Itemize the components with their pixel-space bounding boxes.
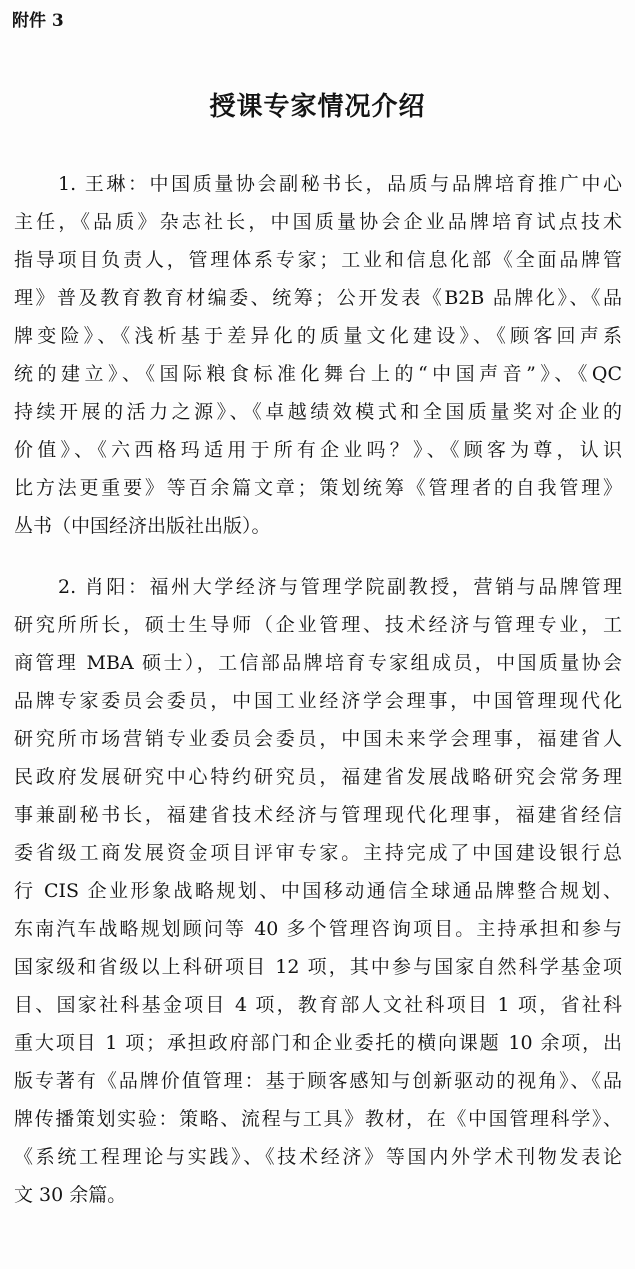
paragraph-line: 《系统工程理论与实践》、《技术经济》等国内外学术刊物发表论 [14,1146,622,1168]
paragraph-line: 目、国家社科基金项目 4 项，教育部人文社科项目 1 项，省社科 [14,994,622,1016]
paragraph-line: 牌变险》、《浅析基于差异化的质量文化建设》、《顾客回声系 [14,325,622,347]
paragraph-line: 研究所市场营销专业委员会委员，中国未来学会理事，福建省人 [14,728,622,750]
paragraph-line: 民政府发展研究中心特约研究员，福建省发展战略研究会常务理 [14,766,622,788]
paragraph-line: 重大项目 1 项；承担政府部门和企业委托的横向课题 10 余项，出 [14,1032,622,1054]
paragraph-line: 价值》、《六西格玛适用于所有企业吗？》、《顾客为尊，认识 [14,439,622,461]
paragraph-line: 文 30 余篇。 [14,1184,127,1206]
paragraph-line: 牌传播策划实验：策略、流程与工具》教材，在《中国管理科学》、 [14,1108,622,1130]
paragraph-line: 持续开展的活力之源》、《卓越绩效模式和全国质量奖对企业的 [14,401,622,423]
paragraph-line: 研究所所长，硕士生导师（企业管理、技术经济与管理专业，工 [14,614,622,636]
paragraph-line: 1. 王琳：中国质量协会副秘书长，品质与品牌培育推广中心 [58,173,622,195]
paragraph-line: 东南汽车战略规划顾问等 40 多个管理咨询项目。主持承担和参与 [14,918,622,940]
paragraph-line: 版专著有《品牌价值管理：基于顾客感知与创新驱动的视角》、《品 [14,1070,622,1092]
paragraph-line: 比方法更重要》等百余篇文章；策划统筹《管理者的自我管理》 [14,477,622,499]
paragraph-line: 商管理 MBA 硕士），工信部品牌培育专家组成员，中国质量协会 [14,652,622,674]
paragraph-line: 统的建立》、《国际粮食标准化舞台上的“中国声音”》、《QC [14,363,622,385]
paragraph-line: 品牌专家委员会委员，中国工业经济学会理事，中国管理现代化 [14,690,622,712]
attachment-label: 附件 3 [12,11,64,31]
expert-paragraph-xiao-yang [14,568,622,1214]
page-title: 授课专家情况介绍 [209,92,426,122]
expert-paragraph-wang-lin [14,165,622,545]
paragraph-line: 委省级工商发展资金项目评审专家。主持完成了中国建设银行总 [14,842,622,864]
paragraph-line: 丛书（中国经济出版社出版）。 [14,515,271,537]
paragraph-line: 理》普及教育教育材编委、统筹；公开发表《B2B 品牌化》、《品 [14,287,622,309]
paragraph-line: 国家级和省级以上科研项目 12 项，其中参与国家自然科学基金项 [14,956,622,978]
paragraph-line: 主任，《品质》杂志社长，中国质量协会企业品牌培育试点技术 [14,211,622,233]
paragraph-line: 行 CIS 企业形象战略规划、中国移动通信全球通品牌整合规划、 [14,880,622,902]
paragraph-line: 2. 肖阳：福州大学经济与管理学院副教授，营销与品牌管理 [58,576,622,598]
paragraph-line: 指导项目负责人，管理体系专家；工业和信息化部《全面品牌管 [14,249,622,271]
paragraph-line: 事兼副秘书长，福建省技术经济与管理现代化理事，福建省经信 [14,804,622,826]
